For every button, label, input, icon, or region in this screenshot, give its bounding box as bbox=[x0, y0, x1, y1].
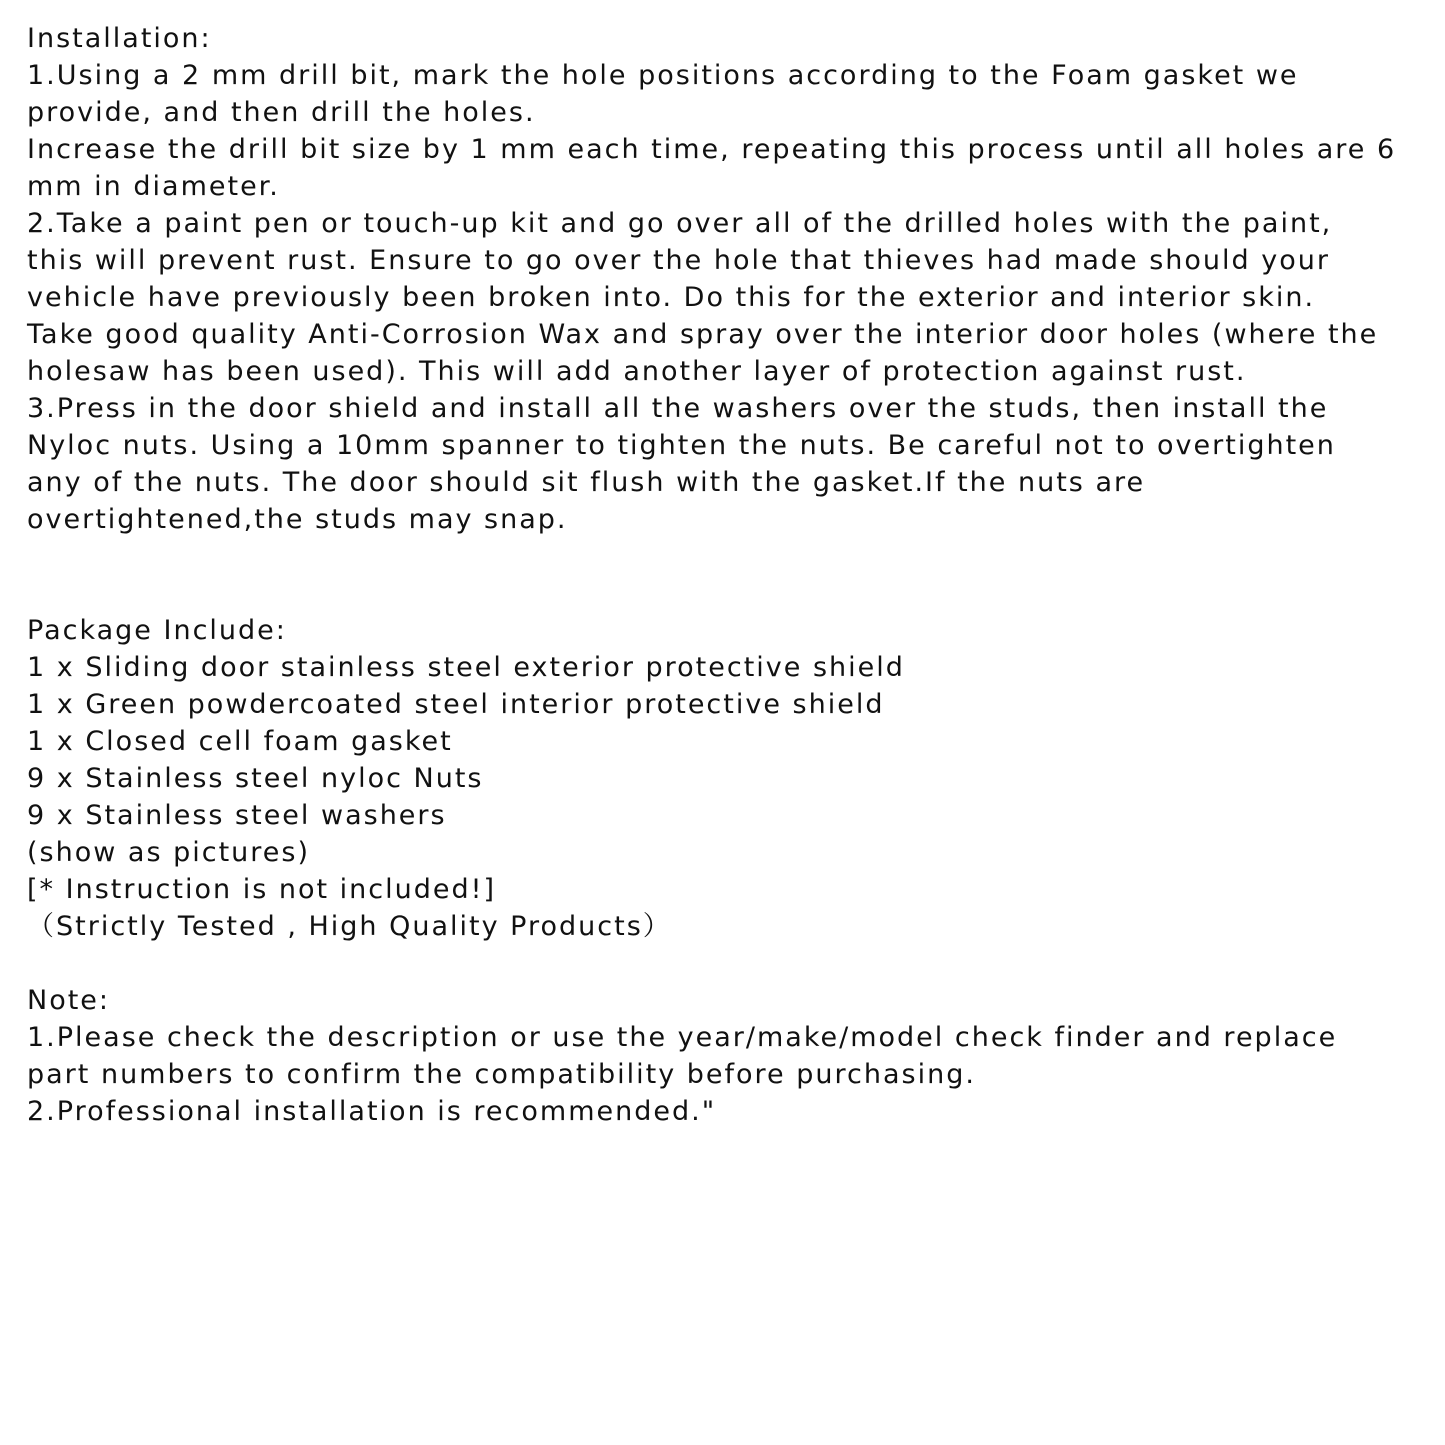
installation-line: Increase the drill bit size by 1 mm each time, repeating this process until all holes are 6 bbox=[27, 134, 1397, 165]
note-line: 2.Professional installation is recommended." bbox=[27, 1096, 717, 1127]
installation-line: overtightened,the studs may snap. bbox=[27, 504, 568, 535]
note-section bbox=[27, 982, 1432, 1130]
installation-line: 1.Using a 2 mm drill bit, mark the hole positions according to the Foam gasket we bbox=[27, 60, 1299, 91]
note-line: part numbers to confirm the compatibility before purchasing. bbox=[27, 1059, 976, 1090]
installation-line: 3.Press in the door shield and install all the washers over the studs, then install the bbox=[27, 393, 1329, 424]
package-item: 1 x Sliding door stainless steel exterior protective shield bbox=[27, 652, 905, 683]
installation-section bbox=[27, 20, 1432, 538]
package-item: 9 x Stainless steel washers bbox=[27, 800, 447, 831]
product-description bbox=[27, 20, 1432, 1130]
note-heading: Note: bbox=[27, 985, 111, 1016]
installation-line: Nyloc nuts. Using a 10mm spanner to tighten the nuts. Be careful not to overtighten bbox=[27, 430, 1336, 461]
installation-line: mm in diameter. bbox=[27, 171, 280, 202]
installation-line: 2.Take a paint pen or touch-up kit and go over all of the drilled holes with the paint, bbox=[27, 208, 1333, 239]
installation-line: holesaw has been used). This will add another layer of protection against rust. bbox=[27, 356, 1247, 387]
package-item: （Strictly Tested , High Quality Products） bbox=[27, 911, 672, 942]
package-heading: Package Include: bbox=[27, 615, 287, 646]
package-item: 1 x Green powdercoated steel interior protective shield bbox=[27, 689, 885, 720]
installation-line: provide, and then drill the holes. bbox=[27, 97, 536, 128]
installation-line: any of the nuts. The door should sit flush with the gasket.If the nuts are bbox=[27, 467, 1146, 498]
section-spacer bbox=[27, 538, 1432, 612]
package-item: (show as pictures) bbox=[27, 837, 310, 868]
installation-heading: Installation: bbox=[27, 23, 212, 54]
package-item: [* Instruction is not included!] bbox=[27, 874, 496, 905]
installation-line: vehicle have previously been broken into. Do this for the exterior and interior skin. bbox=[27, 282, 1316, 313]
section-spacer bbox=[27, 945, 1432, 982]
package-section bbox=[27, 612, 1432, 945]
package-item: 1 x Closed cell foam gasket bbox=[27, 726, 453, 757]
package-item: 9 x Stainless steel nyloc Nuts bbox=[27, 763, 484, 794]
installation-line: this will prevent rust. Ensure to go over the hole that thieves had made should your bbox=[27, 245, 1330, 276]
installation-line: Take good quality Anti-Corrosion Wax and spray over the interior door holes (where the bbox=[27, 319, 1379, 350]
note-line: 1.Please check the description or use the year/make/model check finder and replace bbox=[27, 1022, 1338, 1053]
